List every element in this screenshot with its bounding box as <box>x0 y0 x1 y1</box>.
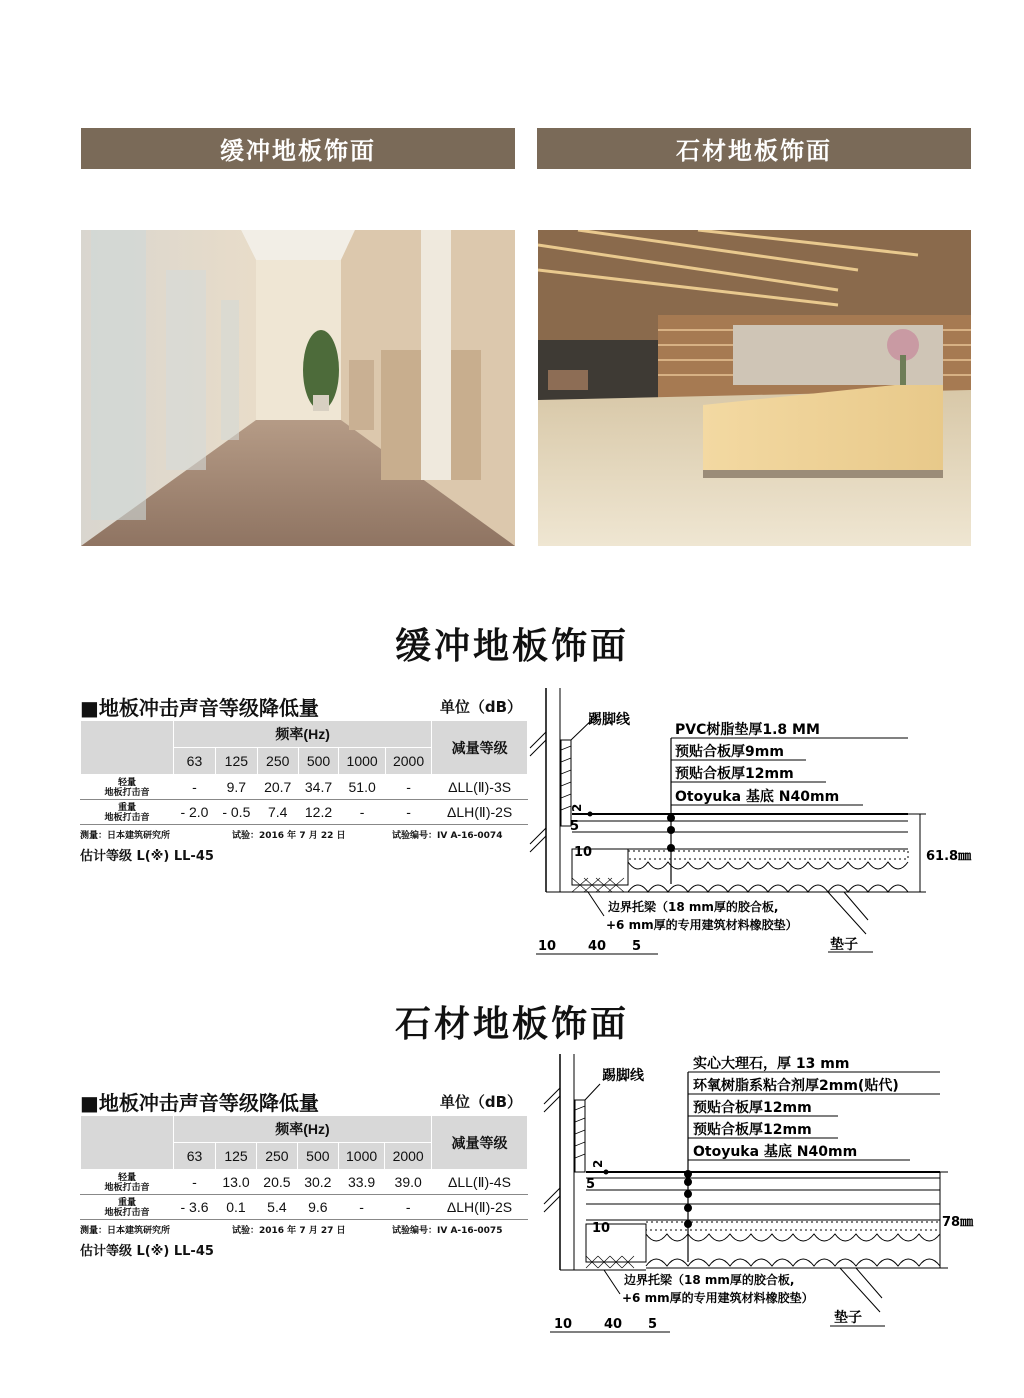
row-label: 重量 地板打击音 <box>81 800 174 825</box>
freq-cell: 125 <box>215 748 257 775</box>
layer-label: 预贴合板厚12mm <box>693 1122 812 1138</box>
value-cell: - <box>385 775 431 800</box>
value-cell: - 3.6 <box>174 1195 216 1220</box>
beam-note: 边界托梁（18 mm厚的胶合板, <box>624 1273 795 1287</box>
freq-cell: 500 <box>298 748 339 775</box>
meta-date: 试验：2016 年 7 月 22 日 <box>232 831 346 841</box>
value-cell: 20.5 <box>256 1170 297 1195</box>
beam-note: +6 mm厚的专用建筑材料橡胶垫） <box>606 918 798 932</box>
freq-cell: 500 <box>297 1143 338 1170</box>
bottom-dim: 5 <box>648 1317 658 1332</box>
table-row <box>81 775 528 800</box>
baseboard-label: 踢脚线 <box>602 1068 644 1084</box>
bottom-dim: 10 <box>538 939 557 954</box>
freq-cell: 250 <box>257 748 298 775</box>
pad-label: 垫子 <box>830 937 858 953</box>
meta-no: 试验编号：IV A-16-0074 <box>392 831 503 841</box>
row-label: 轻量 地板打击音 <box>81 1170 174 1195</box>
sound-table-block-stone <box>80 1087 530 1259</box>
freq-cell: 63 <box>174 1143 216 1170</box>
estimated-grade: 估计等级 L(※) LL-45 <box>80 849 214 864</box>
sound-reduction-table <box>80 720 528 825</box>
freq-cell: 2000 <box>385 1143 432 1170</box>
layer-label: Otoyuka 基底 N40mm <box>675 789 840 805</box>
estimated-grade: 估计等级 L(※) LL-45 <box>80 1244 214 1259</box>
unit-label: 单位（dB） <box>439 698 522 716</box>
floor-section-diagram-cushion <box>528 688 1008 962</box>
value-cell: 9.6 <box>297 1195 338 1220</box>
table-row <box>81 1195 528 1220</box>
table-title: ■地板冲击声音等级降低量 <box>80 1091 319 1115</box>
row-label: 轻量 地板打击音 <box>81 775 174 800</box>
value-cell: - <box>338 1195 385 1220</box>
dim-label: 5 <box>586 1177 596 1192</box>
test-meta <box>80 828 530 841</box>
grade-cell: ΔLL(Ⅱ)-4S <box>431 1170 527 1195</box>
value-cell: 34.7 <box>298 775 339 800</box>
test-meta <box>80 1223 530 1236</box>
value-cell: 0.1 <box>216 1195 257 1220</box>
value-cell: 13.0 <box>216 1170 257 1195</box>
corner-cell <box>81 1116 174 1170</box>
value-cell: 39.0 <box>385 1170 432 1195</box>
bottom-dim: 5 <box>632 939 642 954</box>
layer-label: Otoyuka 基底 N40mm <box>693 1144 858 1160</box>
grade-cell: ΔLH(Ⅱ)-2S <box>432 800 528 825</box>
meta-no: 试验编号：IV A-16-0075 <box>392 1226 503 1236</box>
row-label: 重量 地板打击音 <box>81 1195 174 1220</box>
corridor-photo <box>81 230 515 546</box>
value-cell: - <box>385 800 431 825</box>
layer-label: 预贴合板厚12mm <box>675 766 794 782</box>
layer-label: 实心大理石，厚 13 mm <box>693 1056 850 1072</box>
dim-label: 10 <box>592 1221 611 1236</box>
meta-date: 试验：2016 年 7 月 27 日 <box>232 1226 346 1236</box>
beam-note: 边界托梁（18 mm厚的胶合板, <box>608 900 779 914</box>
grade-header: 减量等级 <box>431 1116 527 1170</box>
beam-note: +6 mm厚的专用建筑材料橡胶垫） <box>622 1291 814 1305</box>
value-cell: - <box>385 1195 432 1220</box>
unit-label: 单位（dB） <box>439 1093 522 1111</box>
corner-cell <box>81 721 174 775</box>
pad-label: 垫子 <box>834 1310 862 1326</box>
freq-cell: 250 <box>256 1143 297 1170</box>
bottom-dim: 40 <box>588 939 607 954</box>
freq-cell: 63 <box>174 748 216 775</box>
height-label: 61.8㎜ <box>926 849 972 864</box>
layer-label: 环氧树脂系粘合剂厚2mm(贴代) <box>693 1078 899 1094</box>
freq-cell: 125 <box>216 1143 257 1170</box>
freq-header: 频率(Hz) <box>174 1116 432 1143</box>
bottom-dim: 10 <box>554 1317 573 1332</box>
value-cell: - 0.5 <box>215 800 257 825</box>
meta-lab: 测量：日本建筑研究所 <box>80 831 171 841</box>
value-cell: - <box>339 800 385 825</box>
dim-label: 5 <box>570 819 580 834</box>
value-cell: 5.4 <box>256 1195 297 1220</box>
height-label: 78㎜ <box>942 1215 974 1230</box>
grade-cell: ΔLL(Ⅱ)-3S <box>432 775 528 800</box>
banner-cushion-floor: 缓冲地板饰面 <box>81 128 515 169</box>
baseboard-label: 踢脚线 <box>588 712 630 728</box>
dim-label: 2 <box>591 1159 605 1168</box>
value-cell: - <box>174 775 216 800</box>
dim-label: 2 <box>570 803 584 812</box>
bottom-dim: 40 <box>604 1317 623 1332</box>
layer-label: 预贴合板厚12mm <box>693 1100 812 1116</box>
value-cell: 51.0 <box>339 775 385 800</box>
value-cell: 9.7 <box>215 775 257 800</box>
lobby-photo <box>538 230 971 546</box>
value-cell: 33.9 <box>338 1170 385 1195</box>
value-cell: 12.2 <box>298 800 339 825</box>
table-row <box>81 1170 528 1195</box>
freq-cell: 1000 <box>338 1143 385 1170</box>
table-row <box>81 800 528 825</box>
freq-cell: 2000 <box>385 748 431 775</box>
sound-table-block-cushion <box>80 692 530 864</box>
grade-cell: ΔLH(Ⅱ)-2S <box>431 1195 527 1220</box>
value-cell: 30.2 <box>297 1170 338 1195</box>
table-title: ■地板冲击声音等级降低量 <box>80 696 319 720</box>
value-cell: 20.7 <box>257 775 298 800</box>
freq-cell: 1000 <box>339 748 385 775</box>
section-title-cushion: 缓冲地板饰面 <box>394 626 629 667</box>
value-cell: 7.4 <box>257 800 298 825</box>
value-cell: - 2.0 <box>174 800 216 825</box>
layer-label: 预贴合板厚9mm <box>675 744 784 760</box>
sound-reduction-table <box>80 1115 528 1220</box>
freq-header: 频率(Hz) <box>174 721 432 748</box>
dim-label: 10 <box>574 845 593 860</box>
section-title-stone: 石材地板饰面 <box>394 1004 629 1045</box>
meta-lab: 测量：日本建筑研究所 <box>80 1226 171 1236</box>
value-cell: - <box>174 1170 216 1195</box>
layer-label: PVC树脂垫厚1.8 MM <box>675 722 820 738</box>
grade-header: 减量等级 <box>432 721 528 775</box>
floor-section-diagram-stone <box>540 1054 1010 1348</box>
banner-stone-floor: 石材地板饰面 <box>537 128 971 169</box>
